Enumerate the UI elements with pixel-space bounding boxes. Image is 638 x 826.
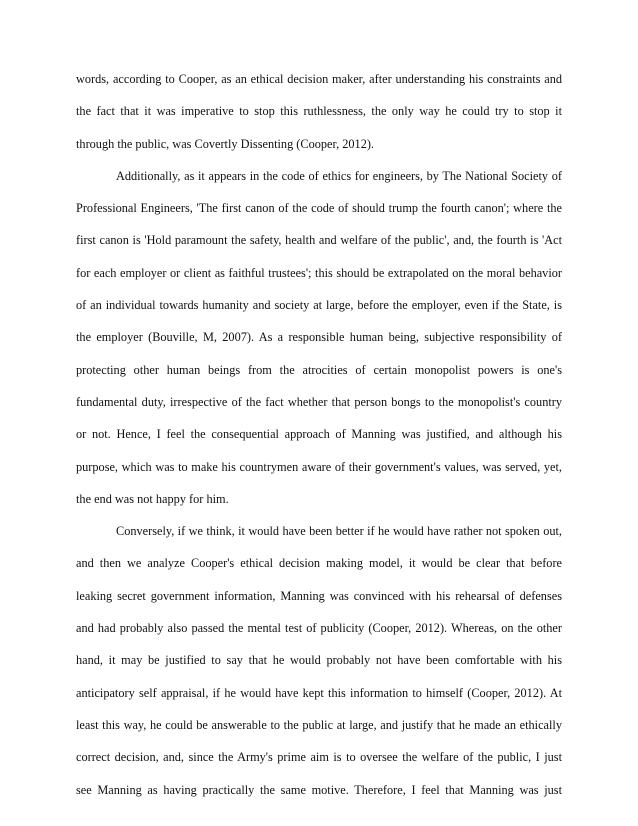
text-line: first canon is 'Hold paramount the safety, health and welfare of the public', and, the fourth is 'Act: [76, 233, 562, 248]
text-line: and then we analyze Cooper's ethical decision making model, it would be clear that before: [76, 556, 562, 571]
text-line: protecting other human beings from the atrocities of certain monopolist powers is one's: [76, 362, 562, 377]
text-line: least this way, he could be answerable to the public at large, and justify that he made an ethically: [76, 717, 562, 732]
text-line: the employer (Bouville, M, 2007). As a responsible human being, subjective responsibility of: [76, 330, 562, 345]
text-line: of an individual towards humanity and society at large, before the employer, even if the State, is: [76, 298, 562, 313]
text-line: Professional Engineers, 'The first canon of the code of should trump the fourth canon'; where the: [76, 201, 562, 216]
text-line: and had probably also passed the mental test of publicity (Cooper, 2012). Whereas, on the other: [76, 621, 562, 636]
body-text: [76, 69, 562, 812]
text-line: see Manning as having practically the same motive. Therefore, I feel that Manning was just: [76, 782, 562, 797]
text-line: or not. Hence, I feel the consequential approach of Manning was justified, and although his: [76, 427, 562, 442]
text-line: Additionally, as it appears in the code of ethics for engineers, by The National Society of: [116, 168, 562, 183]
text-line: fundamental duty, irrespective of the fact whether that person bongs to the monopolist's country: [76, 394, 562, 409]
text-line: for each employer or client as faithful trustees'; this should be extrapolated on the moral behavior: [76, 265, 562, 280]
text-line: the end was not happy for him.: [76, 491, 229, 506]
text-line: correct decision, and, since the Army's prime aim is to oversee the welfare of the public, I just: [76, 750, 562, 765]
text-line: purpose, which was to make his countrymen aware of their government's values, was served, yet,: [76, 459, 562, 474]
text-line: the fact that it was imperative to stop this ruthlessness, the only way he could try to stop it: [76, 104, 562, 119]
text-line: Conversely, if we think, it would have been better if he would have rather not spoken out,: [116, 524, 562, 539]
text-line: leaking secret government information, Manning was convinced with his rehearsal of defenses: [76, 588, 562, 603]
text-line: words, according to Cooper, as an ethical decision maker, after understanding his constraints and: [76, 72, 562, 86]
text-line: through the public, was Covertly Dissenting (Cooper, 2012).: [76, 136, 375, 151]
text-line: anticipatory self appraisal, if he would have kept this information to himself (Cooper, 2012). At: [76, 685, 562, 700]
text-line: hand, it may be justified to say that he would probably not have been comfortable with his: [76, 653, 562, 668]
